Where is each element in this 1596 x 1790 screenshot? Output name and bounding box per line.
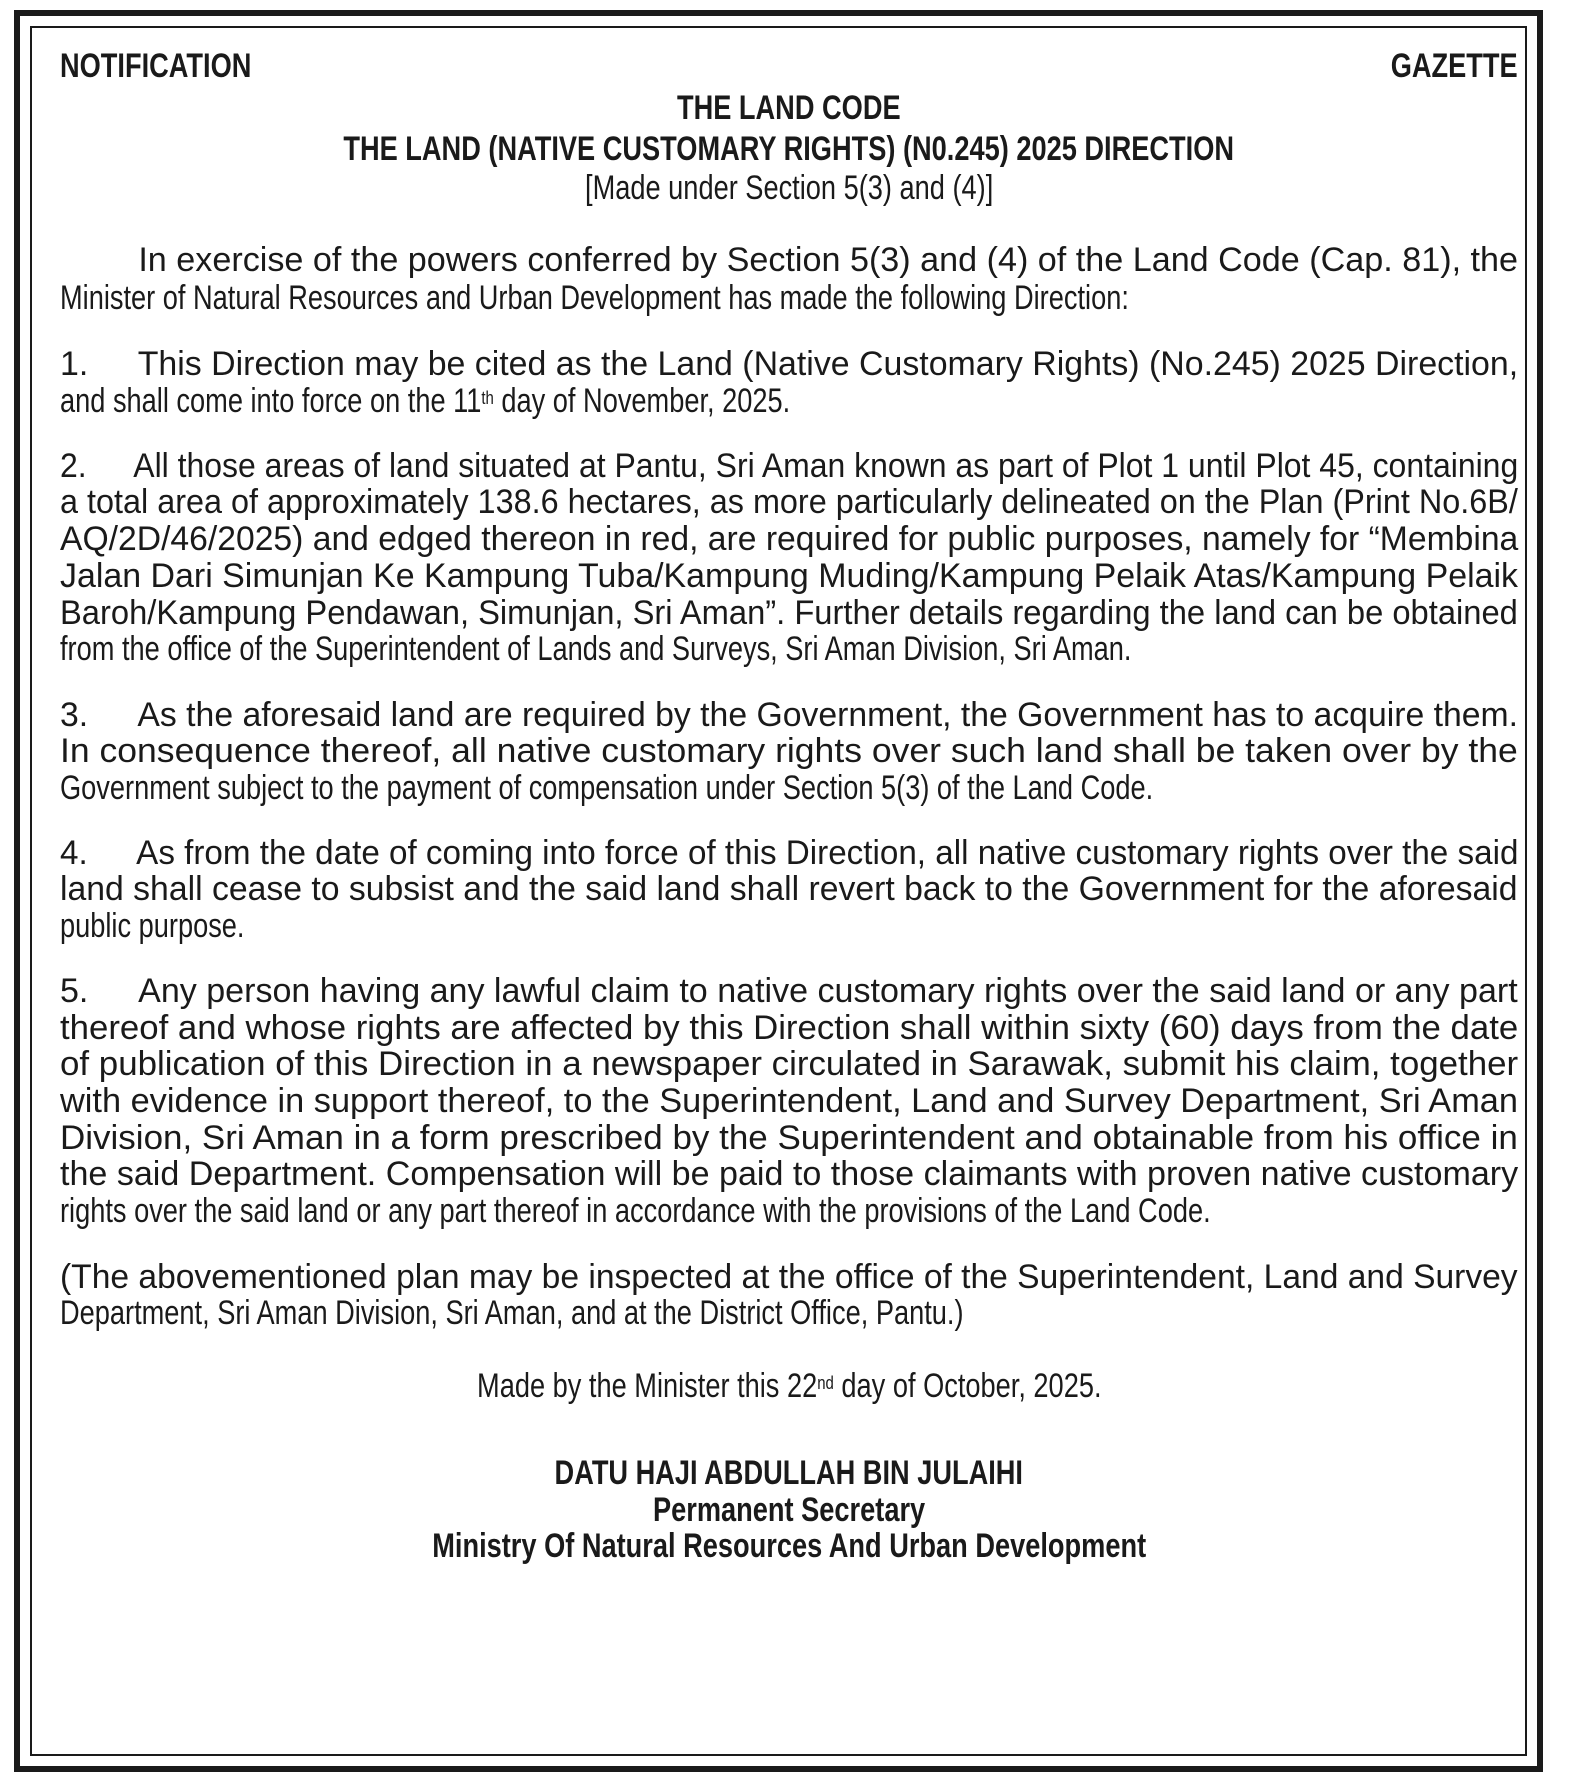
paragraph-line: of publication of this Direction in a newspaper circulated in Sarawak, submit his claim, together [60, 1045, 1519, 1083]
paragraph-line: the said Department. Compensation will be paid to those claimants with proven native customary [60, 1155, 1519, 1193]
paragraph-text: All those areas of land situated at Pantu, Sri Aman known as part of Plot 1 until Plot 45, containing [133, 447, 1519, 485]
paragraph-text: This Direction may be cited as the Land (Native Customary Rights) (No.245) 2025 Direction, [137, 345, 1519, 383]
paragraph-line [60, 446, 1518, 486]
preamble-line: Minister of Natural Resources and Urban Development has made the following Direction: [60, 279, 1129, 317]
paragraph-line: rights over the said land or any part thereof in accordance with the provisions of the Land Code. [60, 1192, 1211, 1230]
paragraph-line: Government subject to the payment of compensation under Section 5(3) of the Land Code. [60, 769, 1154, 807]
paragraph-line: a total area of approximately 138.6 hectares, as more particularly delineated on the Plan (Print No.6B/ [60, 483, 1518, 521]
paragraph-line: with evidence in support thereof, to the Superintendent, Land and Survey Department, Sri Aman [60, 1082, 1518, 1120]
paragraph-number: 4. [60, 834, 88, 872]
paragraph-line: Baroh/Kampung Pendawan, Simunjan, Sri Aman”. Further details regarding the land can be obtained [60, 594, 1518, 632]
paragraph-line: public purpose. [60, 907, 245, 945]
subtitle: [Made under Section 5(3) and (4)] [584, 169, 994, 207]
signatory-name: DATU HAJI ABDULLAH BIN JULAIHI [554, 1454, 1024, 1492]
paragraph-line: In consequence thereof, all native customary rights over such land shall be taken over by the [60, 732, 1518, 770]
paragraph-line: from the office of the Superintendent of Lands and Surveys, Sri Aman Division, Sri Aman. [60, 630, 1132, 668]
header-row [60, 46, 1518, 86]
outer-border [14, 10, 1543, 1772]
title-line-2: THE LAND (NATIVE CUSTOMARY RIGHTS) (N0.245) 2025 DIRECTION [343, 130, 1235, 168]
note-line: (The abovementioned plan may be inspected at the office of the Superintendent, Land and Survey [60, 1258, 1518, 1296]
signatory-position: Permanent Secretary [652, 1491, 926, 1529]
inner-border [30, 26, 1527, 1756]
paragraph-line: Jalan Dari Simunjan Ke Kampung Tuba/Kampung Muding/Kampung Pelaik Atas/Kampung Pelaik [60, 557, 1518, 595]
paragraph-number: 5. [60, 972, 89, 1010]
paragraph-line [60, 833, 1518, 873]
paragraph-text: As from the date of coming into force of this Direction, all native customary rights over the said [136, 834, 1519, 872]
paragraph-line: Division, Sri Aman in a form prescribed by the Superintendent and obtainable from his office in [60, 1119, 1518, 1157]
paragraph-line [60, 344, 1518, 384]
title-line-1: THE LAND CODE [677, 89, 901, 127]
paragraph-line: land shall cease to subsist and the said land shall revert back to the Government for the aforesaid [60, 870, 1518, 908]
paragraph-number: 3. [60, 696, 89, 734]
paragraph-line: and shall come into force on the 11th day of November, 2025. [60, 382, 791, 420]
notification-label: NOTIFICATION [60, 47, 252, 85]
paragraph-text: Any person having any lawful claim to native customary rights over the said land or any part [138, 972, 1518, 1010]
gazette-label: GAZETTE [1391, 47, 1518, 85]
paragraph-line: AQ/2D/46/2025) and edged thereon in red, are required for public purposes, namely for “Membina [60, 520, 1519, 558]
made-by-line: Made by the Minister this 22nd day of October, 2025. [476, 1367, 1102, 1405]
paragraph-line: thereof and whose rights are affected by this Direction shall within sixty (60) days from the date [60, 1009, 1519, 1047]
signatory-ministry: Ministry Of Natural Resources And Urban Development [432, 1527, 1146, 1565]
paragraph-number: 2. [60, 447, 87, 485]
preamble-line: In exercise of the powers conferred by Section 5(3) and (4) of the Land Code (Cap. 81), the [138, 241, 1519, 279]
paragraph-line [60, 971, 1518, 1011]
paragraph-line [60, 695, 1518, 735]
paragraph-text: As the aforesaid land are required by the Government, the Government has to acquire them. [137, 696, 1519, 734]
paragraph-number: 1. [60, 345, 89, 383]
note-line: Department, Sri Aman Division, Sri Aman, and at the District Office, Pantu.) [60, 1294, 964, 1332]
